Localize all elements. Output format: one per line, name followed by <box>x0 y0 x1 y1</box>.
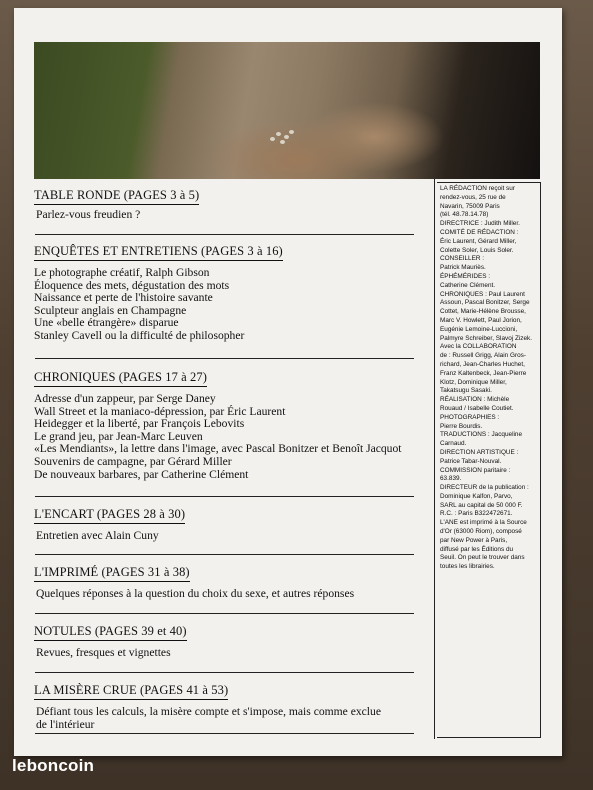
toc-section <box>34 368 402 481</box>
section-title: L'ENCART (PAGES 28 à 30) <box>34 507 185 524</box>
credit-line: toutes les librairies. <box>440 563 495 571</box>
section-title: LA MISÈRE CRUE (PAGES 41 à 53) <box>34 683 228 700</box>
section-title: ENQUÊTES ET ENTRETIENS (PAGES 3 à 16) <box>34 244 283 261</box>
toc-entry: De nouveaux barbares, par Catherine Clément <box>34 467 249 481</box>
toc-entry: Stanley Cavell ou la difficulté de philosopher <box>34 328 245 342</box>
section-title: CHRONIQUES (PAGES 17 à 27) <box>34 370 207 387</box>
credit-line: d'Or (63000 Riom), composé <box>440 528 522 536</box>
toc-section <box>34 505 185 543</box>
credit-line: PHOTOGRAPHIES : <box>440 413 500 421</box>
watermark-logo: leboncoin <box>12 756 95 775</box>
credit-line: TRADUCTIONS : Jacqueline <box>440 431 523 439</box>
column-divider <box>434 179 435 739</box>
toc-entry: Défiant tous les calculs, la misère compte et s'impose, mais comme exclue <box>36 705 381 718</box>
credit-line: Rouaud / Isabelle Coutiet. <box>440 404 514 412</box>
credit-line: Pierre Bourdis. <box>440 422 483 430</box>
credit-line: Assoun, Pascal Bonitzer, Serge <box>440 299 530 307</box>
credit-line: 63.839. <box>440 475 462 483</box>
credit-line: Palmyre Schreiber, Slavoj Zizek. <box>440 334 532 342</box>
coin <box>284 135 289 139</box>
section-divider <box>35 613 414 614</box>
credit-line: SARL au capital de 50 000 F. <box>440 501 523 509</box>
credit-line: RÉALISATION : Michèle <box>440 396 510 404</box>
toc-entry: Heidegger et la liberté, par François Lebovits <box>34 417 245 431</box>
section-divider <box>35 733 414 734</box>
credit-line: COMMISSION paritaire : <box>440 466 511 474</box>
toc-entry: Souvenirs de campagne, par Gérard Miller <box>34 454 232 468</box>
credit-line: Patrick Mauriès. <box>440 264 486 272</box>
toc-entry: Le grand jeu, par Jean-Marc Leuven <box>34 429 203 443</box>
credit-line: (tél. 48.78.14.78) <box>440 211 489 219</box>
coin <box>289 130 294 134</box>
credit-line: Takatsugu Sasaki. <box>440 387 492 395</box>
toc-entry: Revues, fresques et vignettes <box>36 646 171 659</box>
coin <box>276 132 281 136</box>
toc-entry: Parlez-vous freudien ? <box>36 208 141 221</box>
toc-entry: Adresse d'un zappeur, par Serge Daney <box>34 392 216 405</box>
section-title: NOTULES (PAGES 39 et 40) <box>34 624 187 641</box>
section-divider <box>35 234 414 235</box>
toc-entry: Wall Street et la maniaco-dépression, par Éric Laurent <box>34 404 286 418</box>
toc-entry: Entretien avec Alain Cuny <box>36 529 159 542</box>
cover-photo <box>34 42 540 179</box>
credit-line: DIRECTION ARTISTIQUE : <box>440 448 519 456</box>
credit-line: Colette Soler, Louis Soler. <box>440 246 514 254</box>
toc-section <box>34 186 199 222</box>
credit-line: CHRONIQUES : Paul Laurent <box>440 290 525 298</box>
masthead-credits <box>437 182 541 738</box>
toc-section <box>34 563 354 601</box>
credit-line: LA RÉDACTION reçoit sur <box>440 185 515 192</box>
section-divider <box>35 672 414 673</box>
coin <box>270 137 275 141</box>
toc-entry: Une «belle étrangère» disparue <box>34 316 179 330</box>
toc-entry: «Les Mendiants», la lettre dans l'image, avec Pascal Bonitzer et Benoît Jacquot <box>34 442 402 456</box>
credit-line: Carnaud. <box>440 440 467 448</box>
coin <box>280 140 285 144</box>
credit-line: Catherine Clément. <box>440 281 496 289</box>
credit-line: Marc V. Howlett, Paul Jorion, <box>440 316 522 324</box>
credit-line: de : Russell Grigg, Alain Gros- <box>440 352 526 360</box>
credit-line: COMITÉ DE RÉDACTION : <box>440 228 519 236</box>
credit-line: Eugénie Lemoine-Luccioni, <box>440 325 518 333</box>
credit-line: Cottet, Marie-Hélène Brousse, <box>440 308 526 316</box>
toc-entry: Le photographe créatif, Ralph Gibson <box>34 266 210 279</box>
credit-line: Franz Kaltenbeck, Jean-Pierre <box>440 369 527 377</box>
section-title: L'IMPRIMÉ (PAGES 31 à 38) <box>34 565 190 582</box>
credit-line: Éric Laurent, Gérard Miller, <box>440 237 517 245</box>
credit-line: Seuil. On peut le trouver dans <box>440 554 525 562</box>
credit-line: Avec la COLLABORATION <box>440 343 517 351</box>
toc-entry: Quelques réponses à la question du choix du sexe, et autres réponses <box>36 587 355 600</box>
credit-line: Klotz, Dominique Miller, <box>440 378 507 386</box>
credit-line: DIRECTRICE : Judith Miller. <box>440 220 520 228</box>
credit-line: diffusé par les Éditions du <box>440 545 514 553</box>
toc-entry: Sculpteur anglais en Champagne <box>34 303 187 317</box>
toc-entry: de l'intérieur <box>36 717 95 731</box>
credit-line: ÉPHÉMÉRIDES : <box>440 272 491 280</box>
credit-line: DIRECTEUR de la publication : <box>440 484 529 492</box>
credit-line: par New Power à Paris, <box>440 536 508 544</box>
toc-entry: Éloquence des mets, dégustation des mots <box>34 278 230 292</box>
credit-line: Patrice Tabar-Nouval. <box>440 457 502 465</box>
credit-line: rendez-vous, 25 rue de <box>440 193 506 201</box>
section-divider <box>35 496 414 497</box>
toc-section <box>34 242 283 343</box>
credit-line: Navarin, 75009 Paris <box>440 202 500 210</box>
section-divider <box>35 358 414 359</box>
credit-line: L'ANE est imprimé à la Source <box>440 519 527 527</box>
credit-line: Dominique Kalfon, Parvo, <box>440 492 513 500</box>
toc-section <box>34 622 187 660</box>
credit-line: R.C. : Paris B322472671. <box>440 510 513 518</box>
toc-entry: Naissance et perte de l'histoire savante <box>34 291 213 305</box>
credit-line: richard, Jean-Charles Huchet, <box>440 360 525 368</box>
toc-section <box>34 681 381 731</box>
section-divider <box>35 554 414 555</box>
credit-line: CONSEILLER : <box>440 255 485 263</box>
section-title: TABLE RONDE (PAGES 3 à 5) <box>34 188 199 205</box>
